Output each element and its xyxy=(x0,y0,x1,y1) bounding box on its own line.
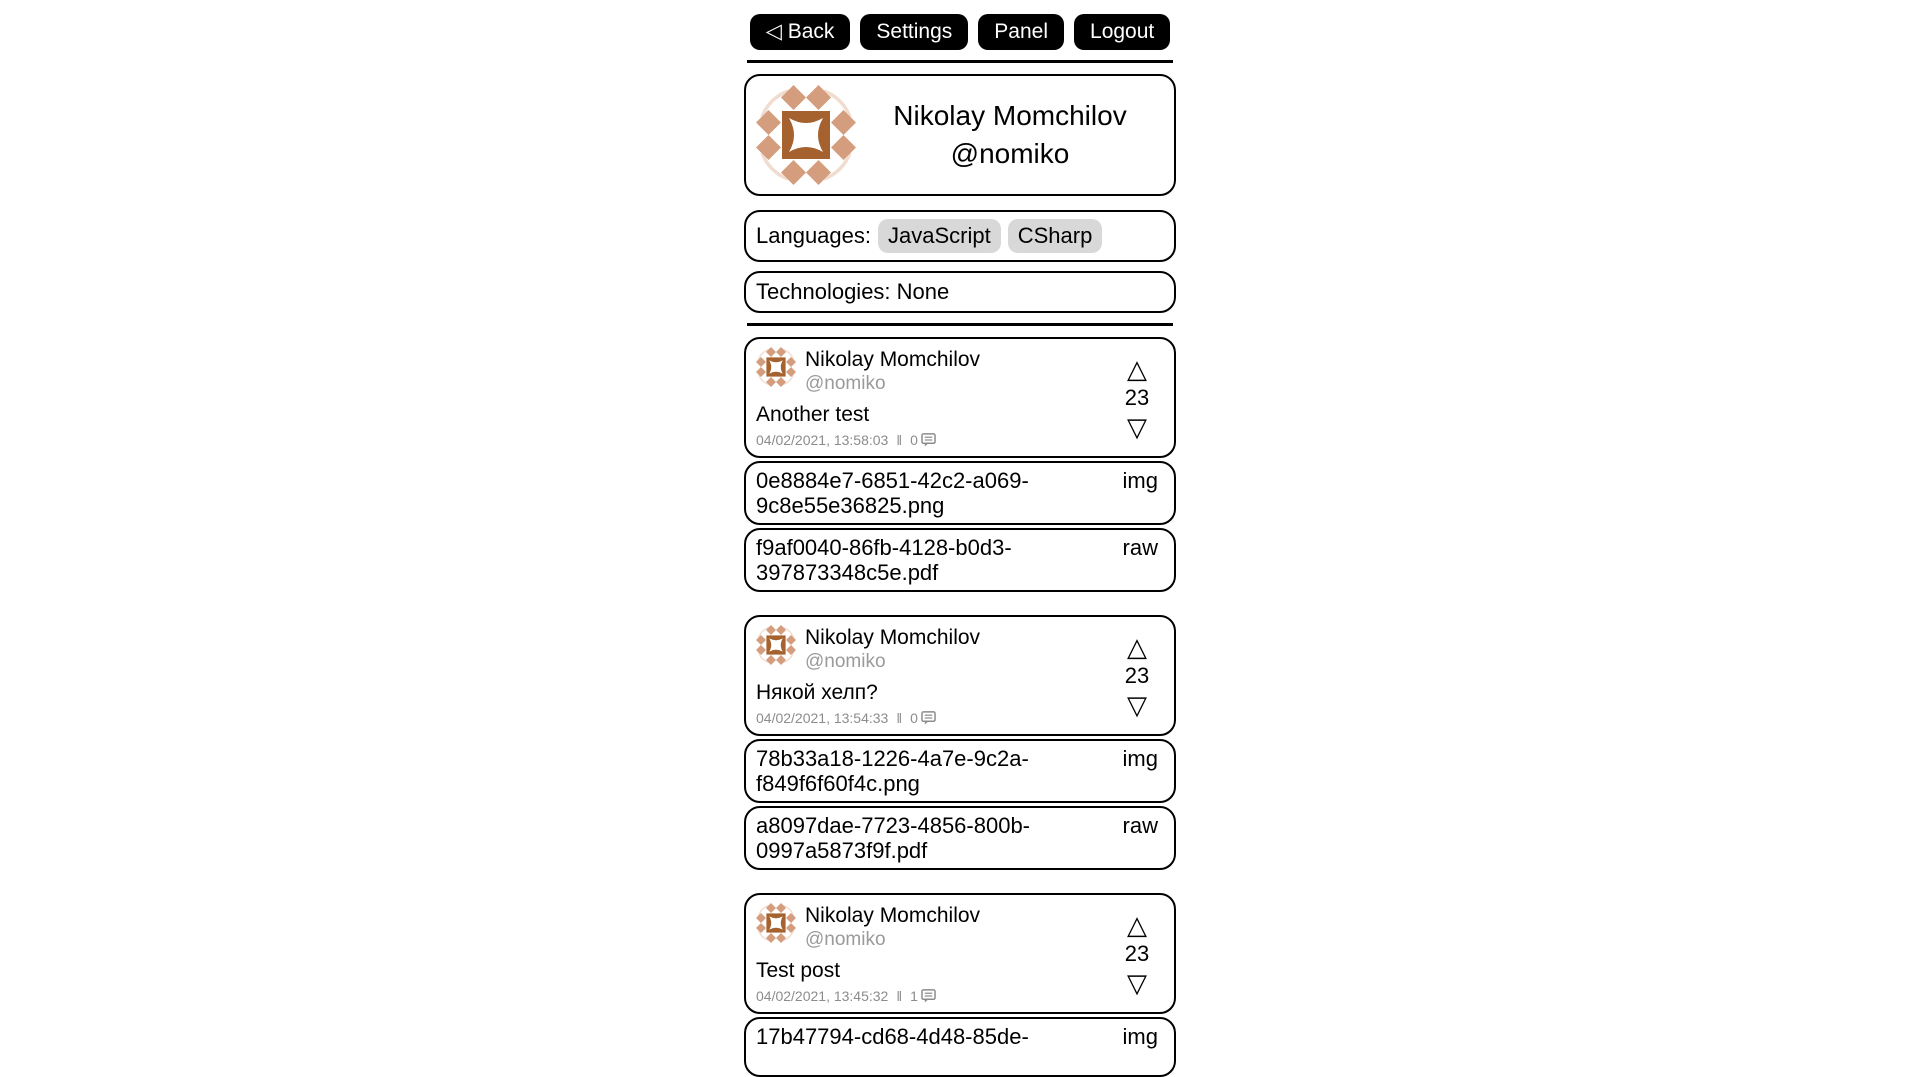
upvote-button[interactable]: △ xyxy=(1127,909,1147,940)
comments-group xyxy=(910,988,936,1004)
comments-group xyxy=(910,710,936,726)
logout-button[interactable]: Logout xyxy=(1074,14,1170,50)
languages-card xyxy=(744,210,1176,262)
post-title: Някой хелп? xyxy=(756,681,878,704)
comment-count: 0 xyxy=(910,710,918,726)
post-meta xyxy=(756,432,1116,448)
profile-handle: @nomiko xyxy=(950,138,1070,169)
vote-column xyxy=(1116,625,1158,726)
attachment-type-label: img xyxy=(1122,1024,1158,1049)
attachment-type-label: raw xyxy=(1122,813,1158,838)
post-author-row xyxy=(756,903,1116,951)
comment-icon xyxy=(921,433,936,447)
languages-label: Languages: xyxy=(756,223,871,248)
post-author-handle: @nomiko xyxy=(805,373,886,394)
top-nav xyxy=(744,14,1176,50)
post-author-names xyxy=(805,347,980,395)
panel-button[interactable]: Panel xyxy=(978,14,1064,50)
post-main xyxy=(756,625,1116,726)
post-main xyxy=(756,347,1116,448)
identicon-avatar xyxy=(756,85,856,185)
attachment-row[interactable] xyxy=(744,1017,1176,1077)
profile-card xyxy=(744,74,1176,196)
attachment-filename: f9af0040-86fb-4128-b0d3-397873348c5e.pdf xyxy=(756,535,1012,585)
vote-column xyxy=(1116,903,1158,1004)
attachment-filename: 78b33a18-1226-4a7e-9c2a-f849f6f60f4c.png xyxy=(756,746,1029,796)
downvote-button[interactable]: ▽ xyxy=(1127,411,1147,442)
back-button[interactable]: ◁ Back xyxy=(750,14,851,50)
identicon-avatar xyxy=(756,625,796,665)
post-author-name: Nikolay Momchilov xyxy=(805,904,981,927)
attachments-list xyxy=(744,1017,1176,1077)
posts-list xyxy=(744,337,1176,1077)
attachment-type-label: img xyxy=(1122,746,1158,771)
post-author-name: Nikolay Momchilov xyxy=(805,626,981,649)
profile-name: Nikolay Momchilov xyxy=(893,100,1127,131)
post-main xyxy=(756,903,1116,1004)
downvote-button[interactable]: ▽ xyxy=(1127,689,1147,720)
post-card[interactable] xyxy=(744,337,1176,458)
post-author-name: Nikolay Momchilov xyxy=(805,348,981,371)
identicon-avatar xyxy=(756,903,796,943)
language-badge-javascript: JavaScript xyxy=(878,219,1001,253)
comments-group xyxy=(910,432,936,448)
comment-count: 1 xyxy=(910,988,918,1004)
vote-column xyxy=(1116,347,1158,448)
post-author-row xyxy=(756,625,1116,673)
comment-count: 0 xyxy=(910,432,918,448)
meta-separator: ‖ xyxy=(896,432,903,448)
post-author-names xyxy=(805,903,980,951)
post-meta xyxy=(756,710,1116,726)
comment-icon xyxy=(921,989,936,1003)
post-card[interactable] xyxy=(744,893,1176,1014)
meta-separator: ‖ xyxy=(896,988,903,1004)
post-title: Test post xyxy=(756,959,841,982)
technologies-label: Technologies: None xyxy=(756,279,950,304)
attachment-filename: 0e8884e7-6851-42c2-a069-9c8e55e36825.png xyxy=(756,468,1029,518)
downvote-button[interactable]: ▽ xyxy=(1127,967,1147,998)
attachment-row[interactable] xyxy=(744,806,1176,870)
attachment-row[interactable] xyxy=(744,461,1176,525)
post xyxy=(744,893,1176,1077)
post-title: Another test xyxy=(756,403,870,426)
vote-count: 23 xyxy=(1124,662,1150,688)
post-author-row xyxy=(756,347,1116,395)
vote-count: 23 xyxy=(1124,940,1150,966)
attachments-list xyxy=(744,461,1176,592)
upvote-button[interactable]: △ xyxy=(1127,353,1147,384)
post-author-handle: @nomiko xyxy=(805,651,886,672)
post xyxy=(744,615,1176,870)
attachment-type-label: img xyxy=(1122,468,1158,493)
posts-divider xyxy=(747,323,1173,326)
profile-page xyxy=(744,14,1176,1077)
attachment-row[interactable] xyxy=(744,739,1176,803)
post-card[interactable] xyxy=(744,615,1176,736)
profile-names xyxy=(856,97,1164,173)
top-divider xyxy=(747,60,1173,63)
attachment-filename: 17b47794-cd68-4d48-85de- xyxy=(756,1024,1029,1049)
post-timestamp: 04/02/2021, 13:54:33 xyxy=(756,710,889,726)
settings-button[interactable]: Settings xyxy=(860,14,968,50)
attachment-row[interactable] xyxy=(744,528,1176,592)
post xyxy=(744,337,1176,592)
post-timestamp: 04/02/2021, 13:58:03 xyxy=(756,432,889,448)
meta-separator: ‖ xyxy=(896,710,903,726)
language-badge-csharp: CSharp xyxy=(1008,219,1103,253)
post-author-handle: @nomiko xyxy=(805,929,886,950)
attachment-filename: a8097dae-7723-4856-800b-0997a5873f9f.pdf xyxy=(756,813,1031,863)
post-meta xyxy=(756,988,1116,1004)
comment-icon xyxy=(921,711,936,725)
technologies-card xyxy=(744,271,1176,313)
vote-count: 23 xyxy=(1124,384,1150,410)
post-author-names xyxy=(805,625,980,673)
attachment-type-label: raw xyxy=(1122,535,1158,560)
post-timestamp: 04/02/2021, 13:45:32 xyxy=(756,988,889,1004)
attachments-list xyxy=(744,739,1176,870)
upvote-button[interactable]: △ xyxy=(1127,631,1147,662)
identicon-avatar xyxy=(756,347,796,387)
